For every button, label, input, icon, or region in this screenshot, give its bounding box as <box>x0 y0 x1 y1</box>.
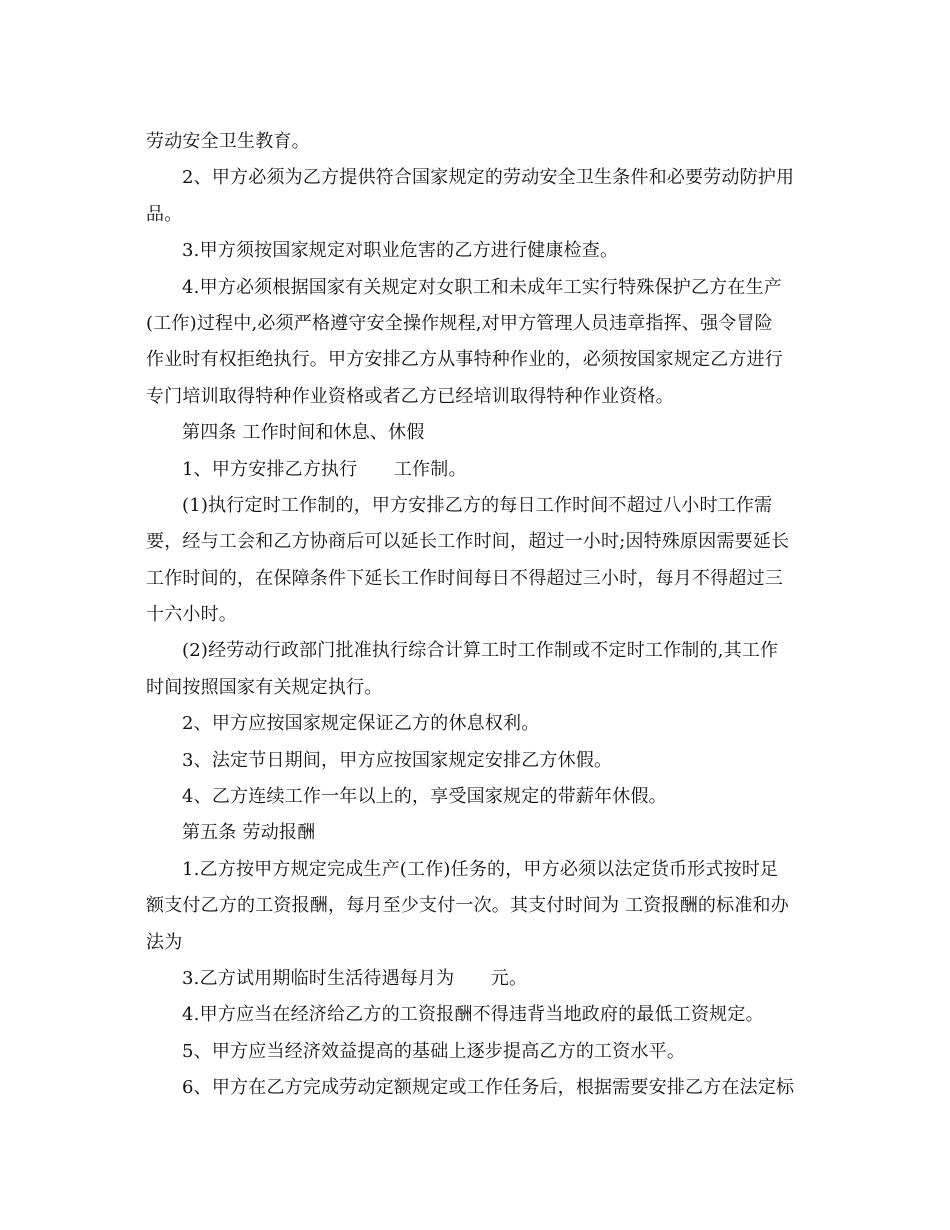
text-line: 3.乙方试用期临时生活待遇每月为 元。 <box>182 967 528 989</box>
text-line: 2、甲方必须为乙方提供符合国家规定的劳动安全卫生条件和必要劳动防护用 <box>182 167 795 189</box>
text-line: 2、甲方应按国家规定保证乙方的休息权利。 <box>182 713 540 735</box>
text-line: 劳动安全卫生教育。 <box>146 131 310 152</box>
text-line: 1、甲方安排乙方执行 工作制。 <box>182 458 467 480</box>
text-line: 第五条 劳动报酬 <box>182 822 316 844</box>
text-line: (2)经劳动行政部门批准执行综合计算工时工作制或不定时工作制的,其工作 <box>182 640 779 662</box>
text-line: 5、甲方应当经济效益提高的基础上逐步提高乙方的工资水平。 <box>182 1040 686 1062</box>
text-line: 第四条 工作时间和休息、休假 <box>182 422 425 444</box>
document-body <box>146 124 811 1107</box>
text-line: 3.甲方须按国家规定对职业危害的乙方进行健康检查。 <box>182 240 619 262</box>
text-line: 专门培训取得特种作业资格或者乙方已经培训取得特种作业资格。 <box>146 385 674 407</box>
text-line: 工作时间的，在保障条件下延长工作时间每日不得超过三小时，每月不得超过三 <box>146 567 783 589</box>
text-line: 额支付乙方的工资报酬，每月至少支付一次。其支付时间为 工资报酬的标准和办 <box>146 895 789 917</box>
text-line: 4.甲方必须根据国家有关规定对女职工和未成年工实行特殊保护乙方在生产 <box>182 276 782 298</box>
text-line: 4、乙方连续工作一年以上的，享受国家规定的带薪年休假。 <box>182 786 667 808</box>
text-line: 要，经与工会和乙方协商后可以延长工作时间，超过一小时;因特殊原因需要延长 <box>146 531 790 553</box>
text-line: 十六小时。 <box>146 604 237 626</box>
text-line: (工作)过程中,必须严格遵守安全操作规程,对甲方管理人员违章指挥、强令冒险 <box>146 312 773 334</box>
text-line: 时间按照国家有关规定执行。 <box>146 676 383 698</box>
text-line: 作业时有权拒绝执行。甲方安排乙方从事特种作业的，必须按国家规定乙方进行 <box>146 349 783 371</box>
text-line: 法为 <box>146 931 183 953</box>
text-line: 1.乙方按甲方规定完成生产(工作)任务的，甲方必须以法定货币形式按时足 <box>182 858 779 880</box>
text-line: (1)执行定时工作制的，甲方安排乙方的每日工作时间不超过八小时工作需 <box>182 494 773 516</box>
text-line: 4.甲方应当在经济给乙方的工资报酬不得违背当地政府的最低工资规定。 <box>182 1004 764 1026</box>
text-line: 6、甲方在乙方完成劳动定额规定或工作任务后，根据需要安排乙方在法定标 <box>182 1077 795 1099</box>
text-line: 品。 <box>146 203 183 225</box>
text-line: 3、法定节日期间，甲方应按国家规定安排乙方休假。 <box>182 749 613 771</box>
